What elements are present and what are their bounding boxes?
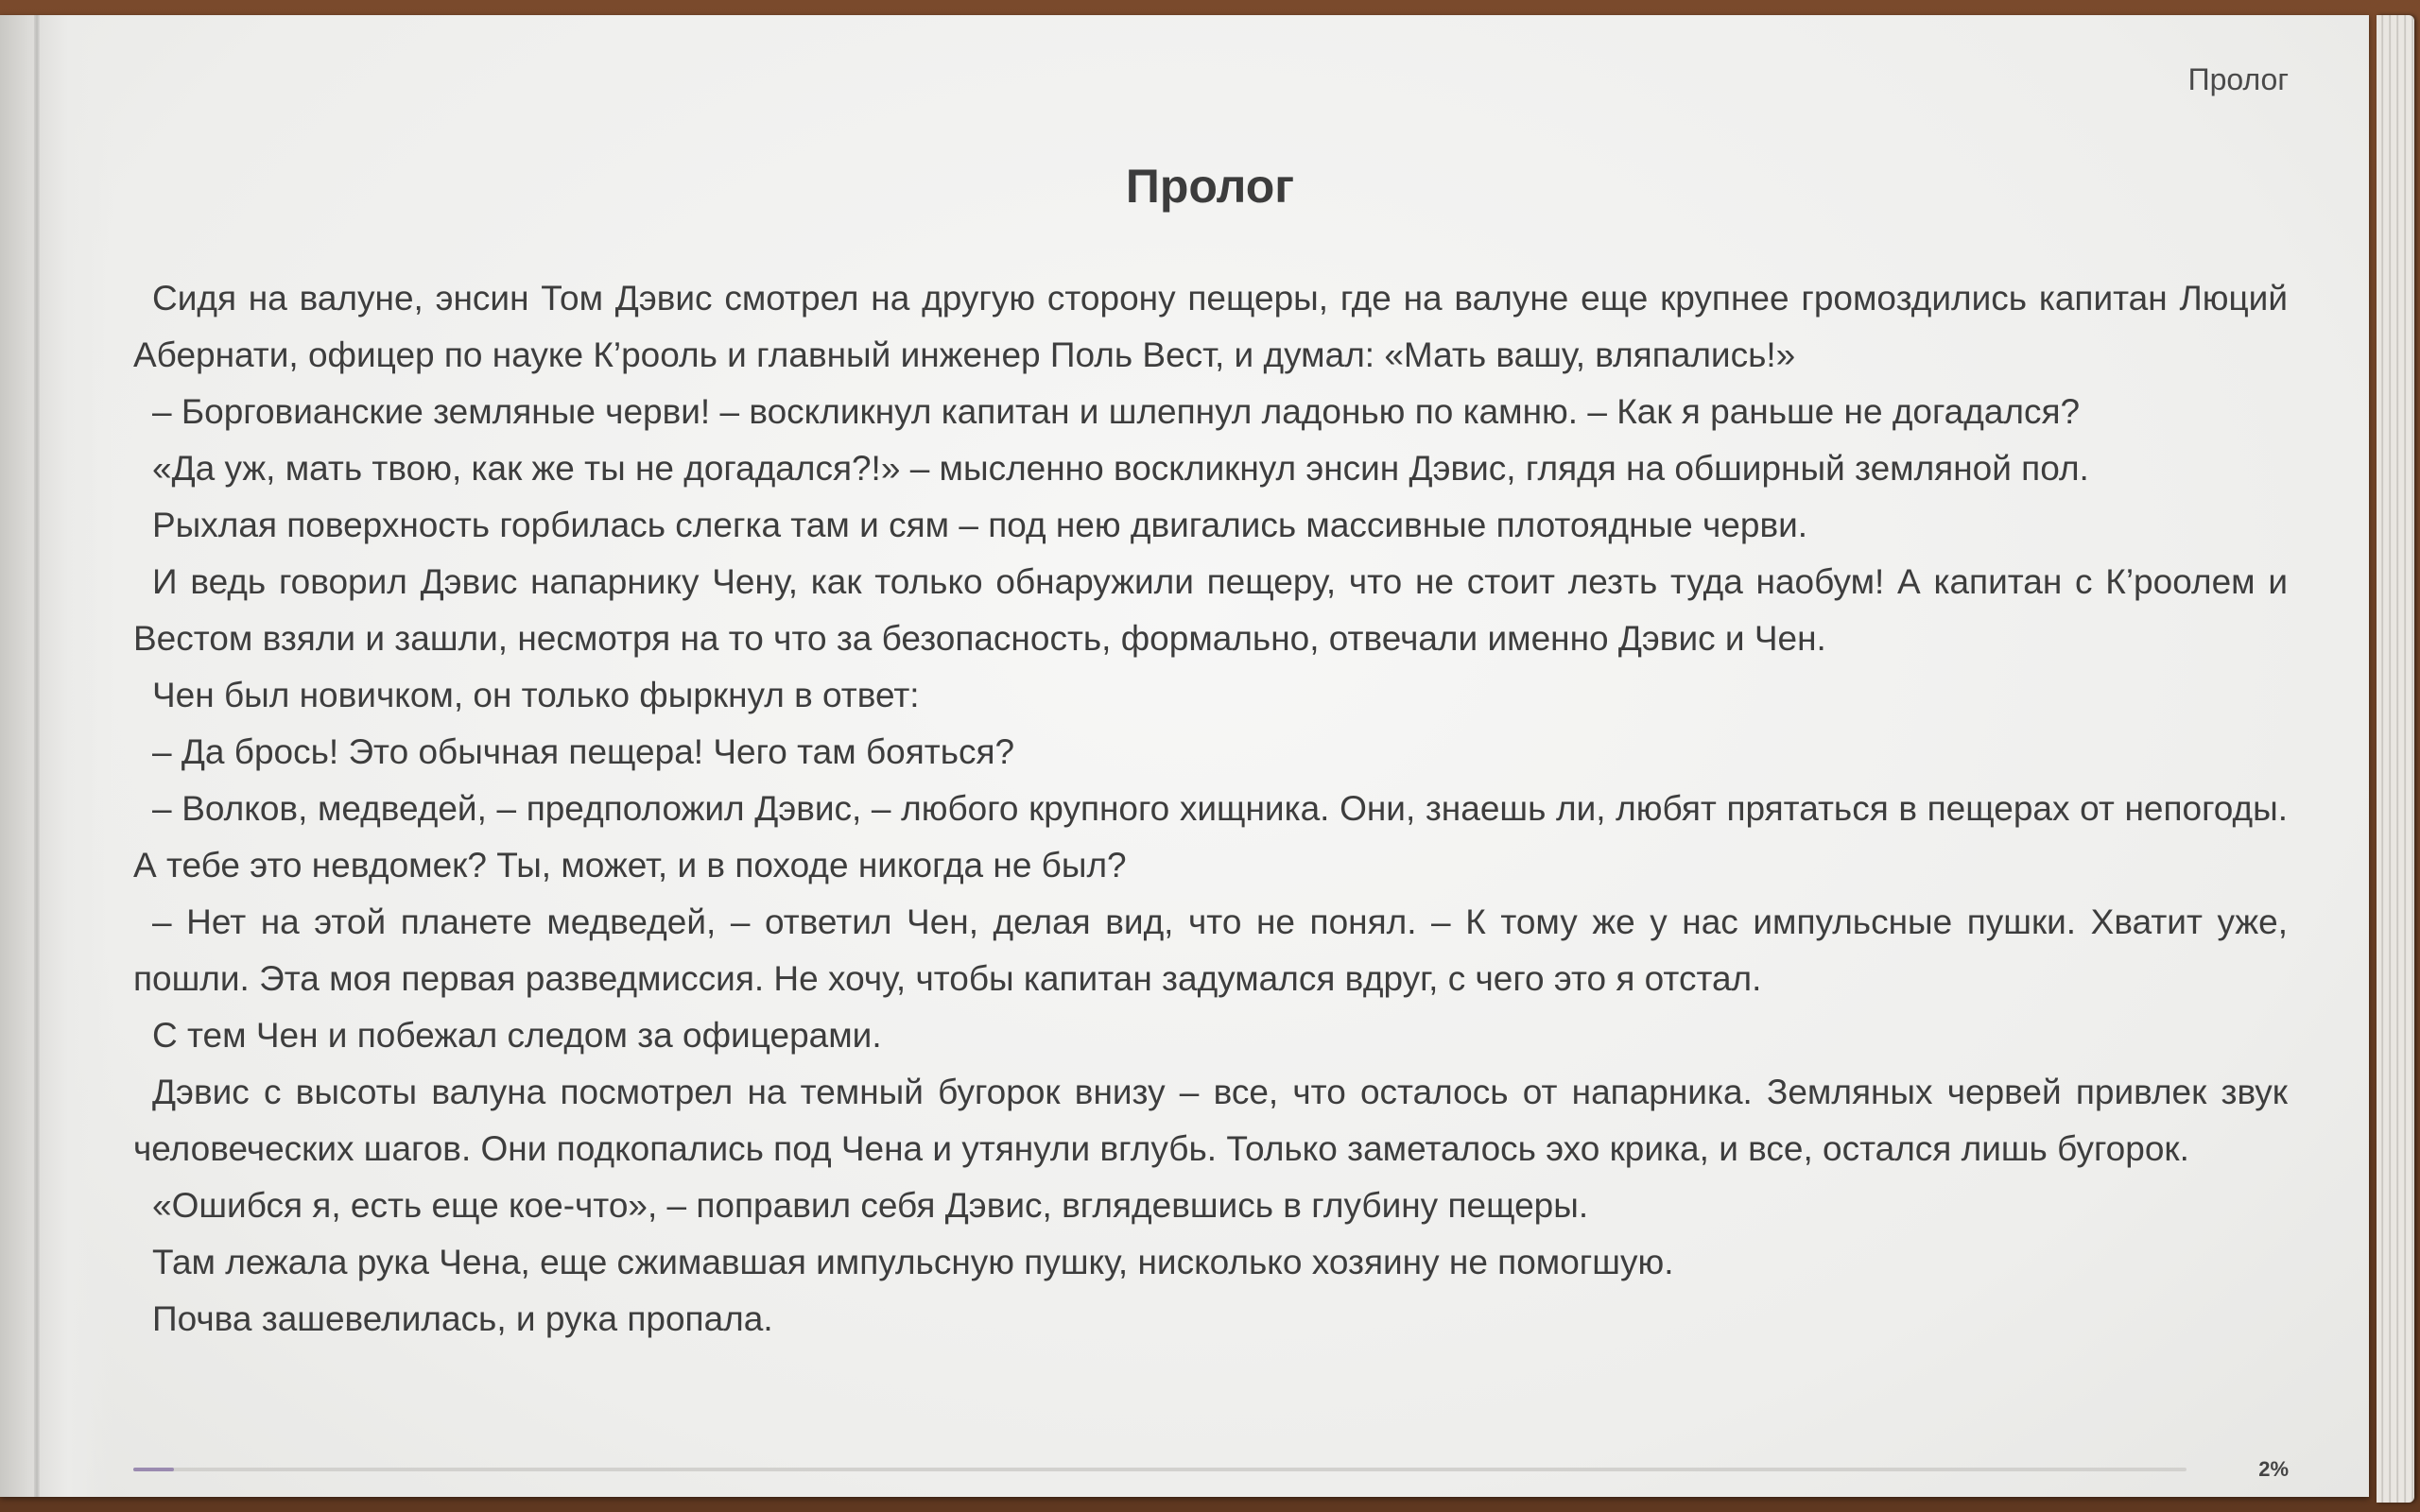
paragraph: Дэвис с высоты валуна посмотрел на темный бугорок внизу – все, что осталось от напарника. Земляных червей привлек звук человеческих шагов. Они подкопались под Чена и утянули вглубь. Только заметалось эхо крика, и все, остался лишь бугорок. bbox=[133, 1073, 2288, 1168]
paragraph: С тем Чен и побежал следом за офицерами. bbox=[152, 1016, 882, 1055]
reading-progress-fill bbox=[133, 1468, 174, 1471]
paragraph: «Ошибся я, есть еще кое-что», – поправил себя Дэвис, вглядевшись в глубину пещеры. bbox=[152, 1186, 1589, 1225]
paragraph: Сидя на валуне, энсин Том Дэвис смотрел на другую сторону пещеры, где на валуне еще крупнее громоздились капитан Люций Абернати, офицер по науке К’рооль и главный инженер Поль Вест, и думал: «Мать вашу, вляпались!» bbox=[133, 279, 2288, 374]
paragraph: – Нет на этой планете медведей, – ответил Чен, делая вид, что не понял. – К тому же у нас импульсные пушки. Хватит уже, пошли. Эта моя первая разведмиссия. Не хочу, чтобы капитан задумался вдруг, с чего это я отстал. bbox=[133, 902, 2288, 998]
reading-progress-bar[interactable] bbox=[133, 1468, 2187, 1471]
chapter-title: Пролог bbox=[1125, 160, 1295, 213]
chapter-text bbox=[133, 270, 2288, 1348]
paragraph: – Волков, медведей, – предположил Дэвис, – любого крупного хищника. Они, знаешь ли, любят прятаться в пещерах от непогоды. А тебе это невдомек? Ты, может, и в походе никогда не был? bbox=[133, 789, 2288, 885]
reader-page[interactable] bbox=[0, 15, 2369, 1497]
running-header-chapter: Пролог bbox=[2187, 62, 2289, 96]
reading-progress-label: 2% bbox=[2258, 1457, 2289, 1481]
paragraph: Чен был новичком, он только фыркнул в ответ: bbox=[152, 676, 920, 714]
paragraph: И ведь говорил Дэвис напарнику Чену, как только обнаружили пещеру, что не стоит лезть туда наобум! А капитан с К’роолем и Вестом взяли и зашли, несмотря на то что за безопасность, формально, отвечали именно Дэвис и Чен. bbox=[133, 562, 2288, 658]
paragraph: Там лежала рука Чена, еще сжимавшая импульсную пушку, нисколько хозяину не помогшую. bbox=[152, 1243, 1674, 1281]
page-edges bbox=[2377, 15, 2414, 1503]
spine-line bbox=[34, 15, 40, 1497]
paragraph: Почва зашевелилась, и рука пропала. bbox=[152, 1299, 773, 1338]
paragraph: – Борговианские земляные черви! – воскликнул капитан и шлепнул ладонью по камню. – Как я раньше не догадался? bbox=[152, 392, 2081, 431]
paragraph: Рыхлая поверхность горбилась слегка там и сям – под нею двигались массивные плотоядные черви. bbox=[152, 506, 1808, 544]
paragraph: – Да брось! Это обычная пещера! Чего там бояться? bbox=[152, 732, 1015, 771]
spine-shadow bbox=[0, 15, 113, 1497]
paragraph: «Да уж, мать твою, как же ты не догадался?!» – мысленно воскликнул энсин Дэвис, глядя на обширный земляной пол. bbox=[152, 449, 2089, 488]
